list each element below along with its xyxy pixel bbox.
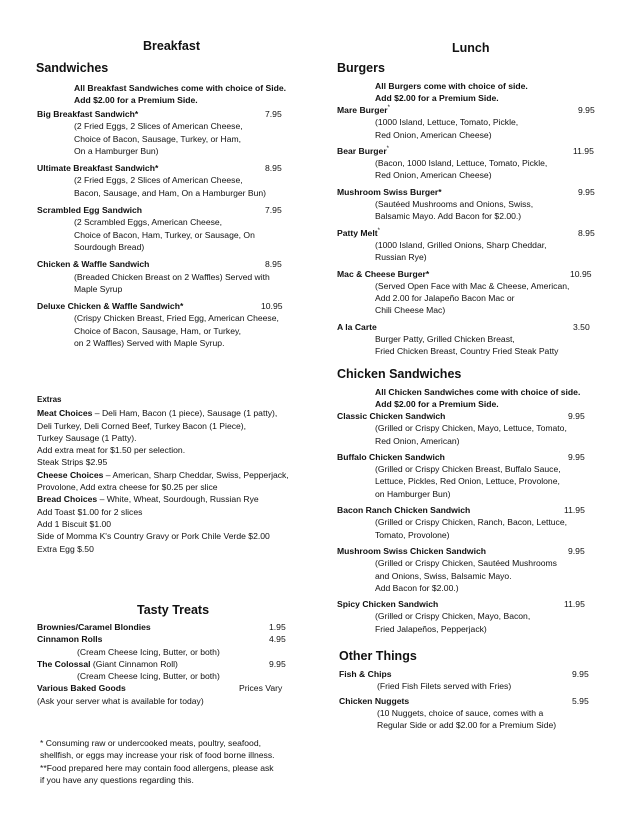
item-price: 10.95: [261, 301, 283, 312]
item-description: [337, 557, 622, 594]
meat-label: Meat Choices: [37, 408, 93, 419]
item-name: Cinnamon Rolls: [37, 634, 103, 645]
item-price: 7.95: [265, 109, 282, 119]
desc-line: (Grilled or Crispy Chicken, Ranch, Bacon, Lettuce,: [375, 517, 568, 528]
menu-item: [337, 104, 622, 116]
item-name: Brownies/Caramel Blondies: [37, 622, 151, 632]
desc-line: Sourdough Bread): [74, 241, 145, 252]
item-description: [337, 516, 622, 541]
menu-item: [337, 504, 622, 516]
desc-line: (Breaded Chicken Breast on 2 Waffles) Served with: [74, 271, 270, 282]
extras-heading: Extras: [37, 395, 62, 404]
item-price: 8.95: [265, 259, 282, 270]
desc-line: (1000 Island, Grilled Onions, Sharp Cheddar,: [375, 239, 547, 250]
sandwiches-heading: Sandwiches: [36, 61, 109, 75]
item-description: [337, 610, 622, 635]
desc-line: Burger Patty, Grilled Chicken Breast,: [375, 334, 515, 345]
desc-line: Fried Jalapeños, Pepperjack): [375, 623, 487, 634]
desc-line: Choice of Bacon, Sausage, Turkey, or Ham,: [74, 133, 242, 144]
desc-line: Choice of Bacon, Ham, Turkey, or Sausage, On: [74, 229, 255, 240]
item-name: Mare Burger: [337, 105, 388, 115]
extras-line: Steak Strips $2.95: [37, 457, 108, 468]
item-price: 11.95: [564, 505, 585, 516]
item-name: Mac & Cheese Burger*: [337, 268, 430, 279]
desc-line: Red Onion, American Cheese): [375, 170, 492, 181]
extras-line: Turkey Sausage (1 Patty).: [37, 432, 137, 443]
desc-line: (Grilled or Crispy Chicken, Sautéed Mushrooms: [375, 558, 557, 569]
desc-line: on 2 Waffles) Served with Maple Syrup.: [74, 338, 225, 349]
menu-item: [337, 145, 622, 157]
extras-line: Add 1 Biscuit $1.00: [37, 518, 112, 529]
footnotes: [40, 737, 275, 786]
desc-line: (Grilled or Crispy Chicken, Mayo, Bacon,: [375, 611, 531, 622]
desc-line: (Bacon, 1000 Island, Lettuce, Tomato, Pickle,: [375, 158, 548, 169]
item-price: 9.95: [572, 669, 589, 679]
menu-item: [337, 598, 622, 610]
menu-item: [337, 227, 622, 239]
item-price: 8.95: [265, 163, 282, 174]
desc-line: on Hamburger Bun): [375, 488, 451, 499]
footnote-line: shellfish, or eggs may increase your risk of food borne illness.: [40, 750, 275, 761]
other-things-heading: Other Things: [339, 649, 417, 663]
desc-line: Lettuce, Pickles, Red Onion, Lettuce, Provolone,: [375, 476, 560, 487]
extras-line: Add extra meat for $1.50 per selection.: [37, 445, 186, 456]
desc-line: (Grilled or Crispy Chicken, Mayo, Lettuce, Tomato,: [375, 423, 567, 434]
desc-line: (10 Nuggets, choice of sauce, comes with a: [377, 707, 544, 718]
desc-line: (2 Fried Eggs, 2 Slices of American Cheese,: [74, 121, 243, 132]
intro-line: All Breakfast Sandwiches come with choice of Side.: [74, 83, 287, 93]
desc-line: (Grilled or Crispy Chicken Breast, Buffalo Sauce,: [375, 464, 561, 475]
menu-item: [337, 451, 622, 463]
extras-line: Add Toast $1.00 for 2 slices: [37, 506, 143, 517]
item-sup: *: [386, 146, 390, 153]
item-description: [337, 463, 622, 500]
intro-line: All Burgers come with choice of side.: [375, 81, 528, 91]
item-description: [337, 422, 622, 447]
item-name: Spicy Chicken Sandwich: [337, 599, 439, 610]
item-description: [37, 174, 307, 199]
desc-line: Chili Cheese Mac): [375, 305, 446, 316]
desc-line: (Crispy Chicken Breast, Fried Egg, American Cheese,: [74, 313, 279, 324]
item-description: [337, 280, 622, 317]
menu-item: [37, 258, 307, 270]
item-name-detail: (Giant Cinnamon Roll): [90, 658, 178, 669]
item-price: 9.95: [578, 186, 595, 197]
footnote-line: if you have any questions regarding this.: [40, 774, 194, 785]
ask-server-note: (Ask your server what is available for today): [37, 695, 204, 706]
desc-line: Red Onion, American Cheese): [375, 129, 492, 140]
intro-line: Add $2.00 for a Premium Side.: [74, 95, 198, 106]
desc-line: Add 2.00 for Jalapeño Bacon Mac or: [375, 293, 515, 304]
menu-item: [337, 186, 622, 198]
bread-choices: [37, 493, 327, 505]
cheese-text: – American, Sharp Cheddar, Swiss, Pepperjack,: [103, 469, 289, 480]
desc-line: Russian Rye): [375, 252, 427, 263]
item-description: [337, 116, 622, 141]
item-price: 9.95: [269, 658, 286, 669]
lunch-heading: Lunch: [452, 41, 490, 55]
extras-line: Deli Turkey, Deli Corned Beef, Turkey Bacon (1 Piece),: [37, 420, 247, 431]
item-name: Various Baked Goods: [37, 683, 126, 694]
menu-item: [37, 633, 307, 645]
item-sup: *: [377, 227, 380, 234]
item-price: 9.95: [568, 411, 585, 421]
desc-line: Red Onion, American): [375, 435, 460, 446]
breakfast-heading: Breakfast: [143, 39, 200, 53]
desc-line: Tomato, Provolone): [375, 529, 450, 540]
desc-line: Fried Chicken Breast, Country Fried Steak Patty: [375, 346, 559, 357]
item-price: 7.95: [265, 205, 282, 216]
desc-line: Choice of Bacon, Sausage, Ham, or Turkey,: [74, 325, 242, 336]
item-name: Mushroom Swiss Burger*: [337, 186, 442, 197]
menu-item: [339, 695, 624, 707]
menu-item: [37, 682, 307, 694]
item-description: [337, 198, 622, 223]
item-name: Buffalo Chicken Sandwich: [337, 451, 445, 462]
chicken-items: [337, 410, 622, 635]
item-description: [337, 239, 622, 264]
menu-item: [337, 410, 622, 422]
item-name: Fish & Chips: [339, 669, 392, 679]
item-name: Chicken & Waffle Sandwich: [37, 259, 150, 270]
desc-line: (Fried Fish Filets served with Fries): [377, 681, 512, 692]
item-price: 9.95: [578, 105, 595, 115]
item-name: Bacon Ranch Chicken Sandwich: [337, 505, 471, 516]
intro-line: Add $2.00 for a Premium Side.: [375, 399, 499, 410]
item-description: [339, 680, 624, 692]
desc-line: Balsamic Mayo. Add Bacon for $2.00.): [375, 211, 522, 222]
menu-item: [37, 204, 307, 216]
chicken-sandwiches-heading: Chicken Sandwiches: [337, 367, 462, 381]
desc-line: Maple Syrup: [74, 283, 123, 294]
item-description: [37, 120, 307, 157]
item-name: Classic Chicken Sandwich: [337, 411, 446, 421]
item-price: 11.95: [564, 599, 585, 610]
item-description: [37, 216, 307, 253]
menu-item: [337, 545, 622, 557]
desc-line: (Cream Cheese Icing, Butter, or both): [77, 646, 220, 657]
item-price: 11.95: [573, 145, 594, 156]
menu-item: [37, 621, 307, 633]
desc-line: (2 Fried Eggs, 2 Slices of American Cheese,: [74, 175, 243, 186]
footnote-line: * Consuming raw or undercooked meats, poultry, seafood,: [40, 738, 262, 748]
desc-line: (Served Open Face with Mac & Cheese, American,: [375, 280, 570, 291]
tasty-treats-items: [37, 621, 307, 707]
item-sup: *: [387, 105, 390, 112]
item-name: Patty Melt: [337, 227, 378, 238]
burgers-heading: Burgers: [337, 61, 385, 75]
intro-line: Add $2.00 for a Premium Side.: [375, 93, 499, 104]
item-name: Bear Burger: [337, 145, 387, 156]
menu-item: [37, 108, 307, 120]
meat-choices: [37, 407, 327, 419]
desc-line: (1000 Island, Lettuce, Tomato, Pickle,: [375, 117, 519, 128]
item-name: Big Breakfast Sandwich*: [37, 109, 139, 119]
desc-line: Add Bacon for $2.00.): [375, 582, 459, 593]
extras-line: Extra Egg $.50: [37, 543, 94, 554]
item-name: Ultimate Breakfast Sandwich*: [37, 163, 159, 174]
item-price: 5.95: [572, 695, 589, 706]
menu-item: [337, 321, 622, 333]
tasty-treats-heading: Tasty Treats: [137, 603, 210, 617]
breakfast-intro: [74, 82, 286, 107]
desc-line: Bacon, Sausage, and Ham, On a Hamburger Bun): [74, 187, 267, 198]
bread-label: Bread Choices: [37, 494, 98, 505]
extras-line: Provolone, Add extra cheese for $0.25 per slice: [37, 482, 218, 493]
item-name: A la Carte: [337, 321, 377, 332]
item-description: [337, 333, 622, 358]
item-price: 8.95: [578, 227, 595, 238]
item-name: Scrambled Egg Sandwich: [37, 205, 143, 216]
intro-line: All Chicken Sandwiches come with choice of side.: [375, 387, 581, 397]
meat-text: – Deli Ham, Bacon (1 piece), Sausage (1 patty),: [92, 408, 278, 419]
desc-line: On a Hamburger Bun): [74, 145, 159, 156]
item-name: Deluxe Chicken & Waffle Sandwich*: [37, 301, 184, 312]
burgers-intro: [375, 80, 528, 105]
bread-text: – White, Wheat, Sourdough, Russian Rye: [97, 494, 259, 505]
item-price: 9.95: [568, 451, 585, 462]
breakfast-items: [37, 108, 307, 349]
item-description: [37, 312, 307, 349]
item-price: Prices Vary: [239, 683, 283, 694]
desc-line: Regular Side or add $2.00 for a Premium Side): [377, 720, 557, 731]
desc-line: (2 Scrambled Eggs, American Cheese,: [74, 217, 223, 228]
item-price: 1.95: [269, 622, 286, 632]
item-price: 9.95: [568, 545, 585, 556]
burger-items: [337, 104, 622, 358]
cheese-choices: [37, 469, 327, 481]
extras-section: [37, 394, 327, 555]
item-description: [339, 707, 624, 732]
desc-line: (Sautéed Mushrooms and Onions, Swiss,: [375, 199, 534, 210]
other-items: [339, 668, 624, 731]
menu-item: [37, 300, 307, 312]
menu-item: [37, 658, 307, 670]
item-price: 10.95: [570, 268, 592, 279]
menu-item: [337, 268, 622, 280]
item-name: The Colossal: [37, 658, 91, 669]
desc-line: and Onions, Swiss, Balsamic Mayo.: [375, 570, 512, 581]
item-price: 3.50: [573, 321, 590, 332]
chicken-intro: [375, 386, 580, 411]
menu-item: [339, 668, 624, 680]
item-name: Chicken Nuggets: [339, 695, 410, 706]
item-description: [37, 271, 307, 296]
footnote-line: **Food prepared here may contain food allergens, please ask: [40, 762, 274, 773]
menu-item: [37, 162, 307, 174]
item-name: Mushroom Swiss Chicken Sandwich: [337, 545, 486, 556]
item-price: 4.95: [269, 634, 286, 645]
desc-line: (Cream Cheese Icing, Butter, or both): [77, 671, 220, 682]
extras-line: Side of Momma K's Country Gravy or Pork Chile Verde $2.00: [37, 531, 270, 542]
cheese-label: Cheese Choices: [37, 469, 104, 480]
item-description: [337, 157, 622, 182]
